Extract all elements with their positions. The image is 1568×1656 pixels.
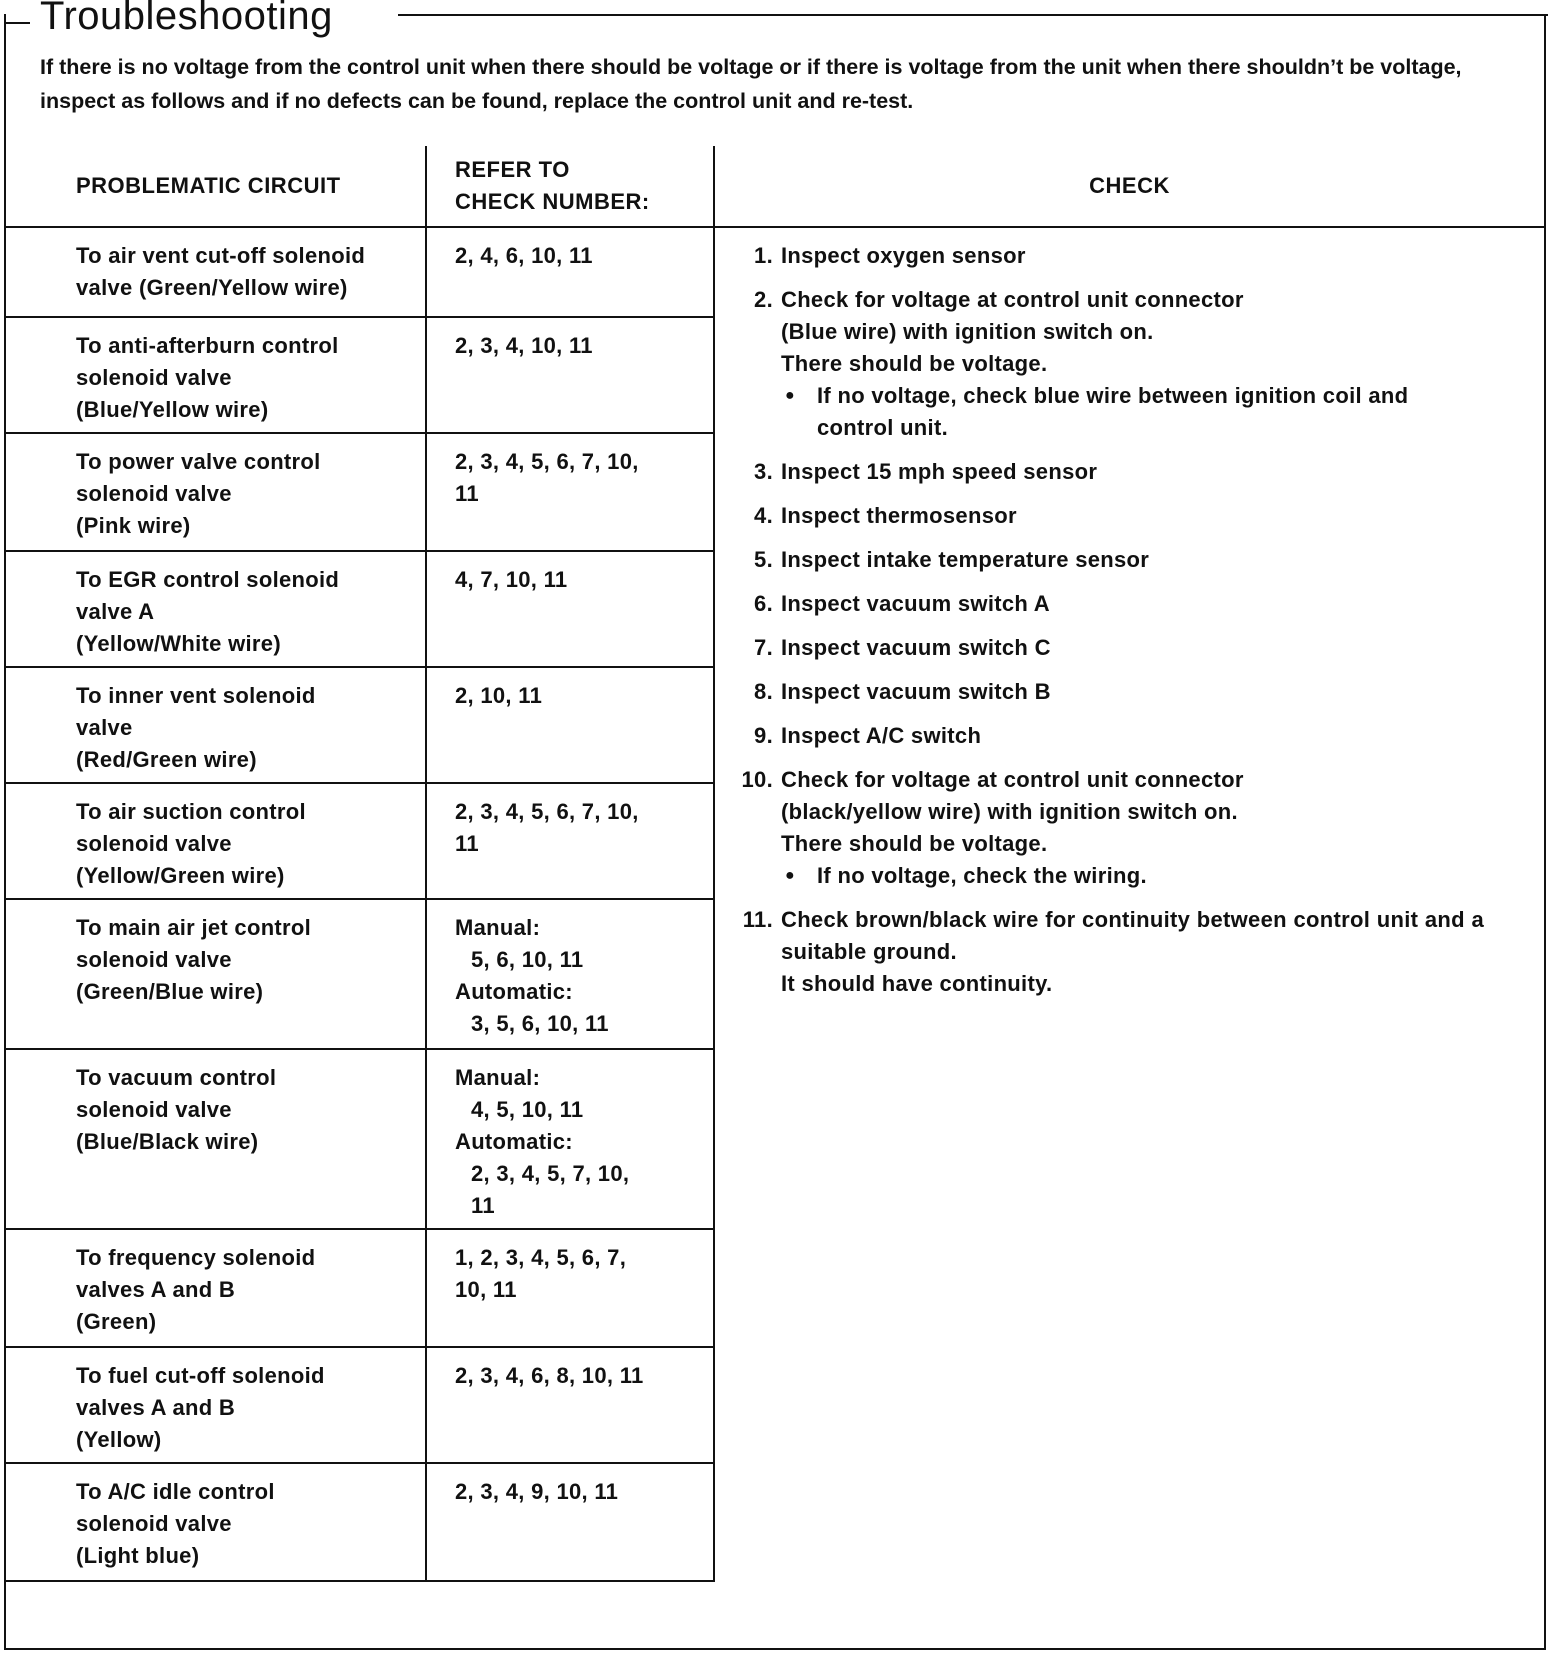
check-item <box>735 632 1484 664</box>
column-header-refer <box>426 146 714 227</box>
check-text: Inspect thermosensor <box>781 503 1017 528</box>
check-item <box>735 904 1484 1000</box>
refer-label: Manual: <box>455 1065 541 1090</box>
refer-cell <box>426 899 714 1049</box>
refer-cell <box>426 1347 714 1463</box>
circuit-line: solenoid valve <box>76 365 232 390</box>
check-number: 8. <box>754 679 773 704</box>
circuit-line: valves A and B <box>76 1277 236 1302</box>
circuit-line: (Green) <box>76 1309 157 1334</box>
circuit-line: valve <box>76 715 133 740</box>
refer-cell <box>426 783 714 899</box>
circuit-line: (Red/Green wire) <box>76 747 257 772</box>
refer-numbers: 2, 3, 4, 5, 7, 10, <box>471 1161 630 1186</box>
refer-cell <box>426 317 714 433</box>
circuit-line: To inner vent solenoid <box>76 683 316 708</box>
check-item <box>735 720 1484 752</box>
refer-numbers: 4, 7, 10, 11 <box>455 567 568 592</box>
refer-numbers: 3, 5, 6, 10, 11 <box>471 1011 609 1036</box>
check-text: Inspect 15 mph speed sensor <box>781 459 1098 484</box>
circuit-cell <box>6 1049 426 1229</box>
circuit-cell <box>6 551 426 667</box>
refer-numbers: 2, 3, 4, 5, 6, 7, 10, <box>455 449 639 474</box>
refer-header-line-2: CHECK NUMBER: <box>455 189 650 214</box>
circuit-line: solenoid valve <box>76 947 232 972</box>
refer-cell <box>426 667 714 783</box>
check-item <box>735 284 1484 444</box>
circuit-line: valve (Green/Yellow wire) <box>76 275 348 300</box>
check-number: 11. <box>742 907 773 932</box>
check-text: Inspect vacuum switch C <box>781 635 1051 660</box>
check-item <box>735 676 1484 708</box>
check-number: 3. <box>754 459 773 484</box>
refer-label: Automatic: <box>455 979 573 1004</box>
refer-numbers: 2, 3, 4, 10, 11 <box>455 333 593 358</box>
check-bullet-note: ● If no voltage, check blue wire between ignition coil and control unit. <box>781 380 1484 444</box>
column-header-check: CHECK <box>714 146 1544 227</box>
check-number: 2. <box>754 287 773 312</box>
section-title: Troubleshooting <box>40 0 333 38</box>
circuit-line: (Yellow) <box>76 1427 162 1452</box>
check-number: 6. <box>754 591 773 616</box>
circuit-line: To power valve control <box>76 449 321 474</box>
refer-cell <box>426 433 714 551</box>
refer-label: Automatic: <box>455 1129 573 1154</box>
check-number: 7. <box>754 635 773 660</box>
refer-numbers: 2, 3, 4, 6, 8, 10, 11 <box>455 1363 644 1388</box>
circuit-line: (Yellow/White wire) <box>76 631 281 656</box>
circuit-line: (Light blue) <box>76 1543 200 1568</box>
circuit-line: solenoid valve <box>76 831 232 856</box>
check-text: Inspect vacuum switch A <box>781 591 1050 616</box>
refer-numbers: 1, 2, 3, 4, 5, 6, 7, <box>455 1245 627 1270</box>
check-text: Check brown/black wire for continuity between control unit and a suitable ground. <box>781 907 1484 964</box>
check-item <box>735 500 1484 532</box>
circuit-line: To main air jet control <box>76 915 312 940</box>
circuit-line: (Blue/Black wire) <box>76 1129 259 1154</box>
circuit-line: (Pink wire) <box>76 513 191 538</box>
circuit-cell <box>6 317 426 433</box>
refer-numbers: 10, 11 <box>455 1277 517 1302</box>
check-text: Check for voltage at control unit connector <box>781 287 1244 312</box>
circuit-line: To air vent cut-off solenoid <box>76 243 366 268</box>
circuit-line: To A/C idle control <box>76 1479 275 1504</box>
column-header-circuit: PROBLEMATIC CIRCUIT <box>6 146 426 227</box>
circuit-cell <box>6 667 426 783</box>
check-bullet-note: ● If no voltage, check the wiring. <box>781 860 1484 892</box>
circuit-cell <box>6 1229 426 1347</box>
intro-paragraph: If there is no voltage from the control unit when there should be voltage or if there is voltage from the unit when there shouldn’t be voltage, inspect as follows and if no defects can be found, replace the control unit and re-test. <box>40 55 1462 113</box>
refer-numbers: 11 <box>471 1193 495 1218</box>
refer-cell <box>426 1229 714 1347</box>
check-text: Inspect oxygen sensor <box>781 243 1026 268</box>
table-body <box>6 227 1544 1581</box>
table-header-row <box>6 146 1544 227</box>
circuit-line: To anti-afterburn control <box>76 333 339 358</box>
check-list <box>735 240 1484 1000</box>
check-number: 4. <box>754 503 773 528</box>
refer-numbers: 11 <box>455 831 479 856</box>
circuit-cell <box>6 783 426 899</box>
check-text: Inspect intake temperature sensor <box>781 547 1150 572</box>
circuit-line: (Green/Blue wire) <box>76 979 264 1004</box>
refer-label: Manual: <box>455 915 541 940</box>
check-item <box>735 240 1484 272</box>
circuit-line: (Blue/Yellow wire) <box>76 397 269 422</box>
check-text: Check for voltage at control unit connector <box>781 767 1244 792</box>
refer-numbers: 5, 6, 10, 11 <box>471 947 584 972</box>
check-text: (Blue wire) with ignition switch on. <box>781 319 1154 344</box>
circuit-cell <box>6 227 426 317</box>
check-number: 1. <box>754 243 773 268</box>
refer-cell <box>426 1463 714 1581</box>
circuit-line: valves A and B <box>76 1395 236 1420</box>
check-number: 5. <box>754 547 773 572</box>
check-text: There should be voltage. <box>781 831 1048 856</box>
circuit-line: To fuel cut-off solenoid <box>76 1363 325 1388</box>
refer-numbers: 4, 5, 10, 11 <box>471 1097 584 1122</box>
circuit-line: solenoid valve <box>76 1097 232 1122</box>
circuit-line: To air suction control <box>76 799 306 824</box>
check-item <box>735 764 1484 892</box>
check-text: There should be voltage. <box>781 351 1048 376</box>
check-cell <box>714 227 1544 1581</box>
check-text: Inspect vacuum switch B <box>781 679 1051 704</box>
circuit-line: solenoid valve <box>76 481 232 506</box>
check-text: It should have continuity. <box>781 971 1053 996</box>
refer-numbers: 2, 3, 4, 5, 6, 7, 10, <box>455 799 639 824</box>
circuit-cell <box>6 1463 426 1581</box>
circuit-line: solenoid valve <box>76 1511 232 1536</box>
troubleshooting-table <box>6 146 1544 1582</box>
check-number: 10. <box>741 767 773 792</box>
check-text: Inspect A/C switch <box>781 723 982 748</box>
refer-numbers: 2, 3, 4, 9, 10, 11 <box>455 1479 619 1504</box>
check-item <box>735 544 1484 576</box>
refer-cell <box>426 1049 714 1229</box>
circuit-cell <box>6 433 426 551</box>
check-item <box>735 456 1484 488</box>
circuit-line: To EGR control solenoid <box>76 567 340 592</box>
refer-numbers: 11 <box>455 481 479 506</box>
circuit-line: To frequency solenoid <box>76 1245 316 1270</box>
check-number: 9. <box>754 723 773 748</box>
table-row <box>6 227 1544 317</box>
check-text: (black/yellow wire) with ignition switch on. <box>781 799 1238 824</box>
circuit-line: (Yellow/Green wire) <box>76 863 285 888</box>
circuit-cell <box>6 1347 426 1463</box>
refer-header-line-1: REFER TO <box>455 157 570 182</box>
circuit-cell <box>6 899 426 1049</box>
circuit-line: valve A <box>76 599 155 624</box>
refer-cell <box>426 227 714 317</box>
refer-cell <box>426 551 714 667</box>
refer-numbers: 2, 10, 11 <box>455 683 543 708</box>
refer-numbers: 2, 4, 6, 10, 11 <box>455 243 593 268</box>
check-item <box>735 588 1484 620</box>
circuit-line: To vacuum control <box>76 1065 277 1090</box>
